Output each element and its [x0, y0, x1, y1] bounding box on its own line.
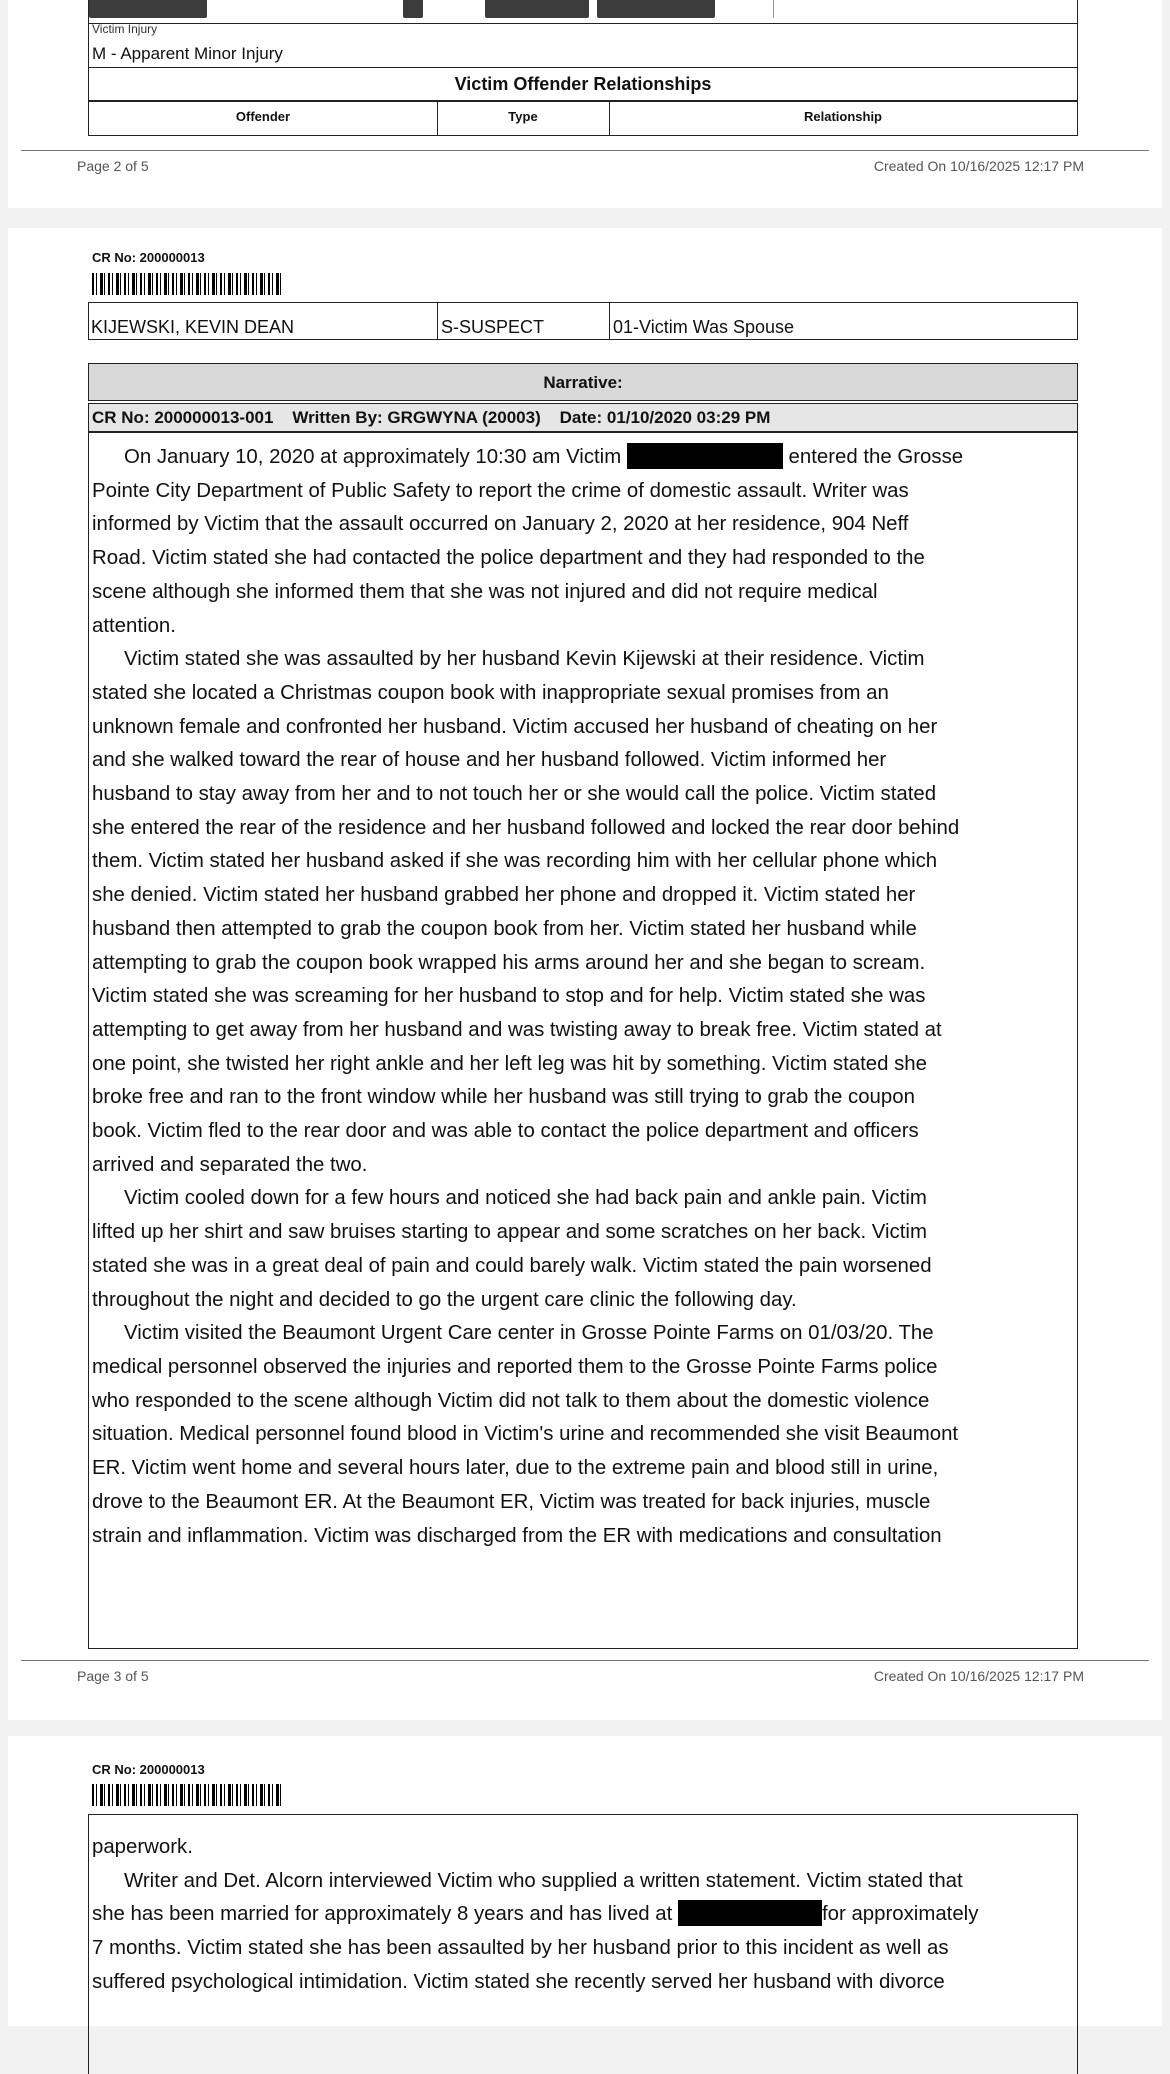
footer-created-on: Created On 10/16/2025 12:17 PM [873, 158, 1084, 174]
narrative-line: Writer and Det. Alcorn interviewed Victim who supplied a written statement. Victim stated that [124, 1869, 963, 1892]
victim-injury-label: Victim Injury [92, 22, 158, 36]
relationship-row [88, 302, 1078, 340]
redaction-block [403, 0, 423, 18]
cr-number: CR No: 200000013 [92, 1762, 205, 1777]
narrative-line: who responded to the scene although Victim did not talk to them about the domestic violence [92, 1389, 930, 1412]
narrative-line: 7 months. Victim stated she has been assaulted by her husband prior to this incident as well as [92, 1937, 949, 1960]
narrative-line: informed by Victim that the assault occurred on January 2, 2020 at her residence, 904 Neff [92, 513, 909, 536]
narrative-line: scene although she informed them that she was not injured and did not require medical [92, 580, 878, 603]
victim-injury-box [88, 0, 1078, 24]
narrative-line: suffered psychological intimidation. Victim stated she recently served her husband with divorce [92, 1970, 945, 1993]
narrative-line: one point, she twisted her right ankle and her left leg was hit by something. Victim stated she [92, 1052, 927, 1075]
narrative-line: Victim stated she was screaming for her husband to stop and for help. Victim stated she was [92, 985, 926, 1008]
narrative-line: them. Victim stated her husband asked if she was recording him with her cellular phone which [92, 850, 938, 873]
row-offender: KIJEWSKI, KEVIN DEAN [91, 317, 295, 337]
victim-injury-value-box [88, 22, 1078, 68]
narrative-body-continued [88, 1814, 1078, 2074]
narrative-line: Pointe City Department of Public Safety to report the crime of domestic assault. Writer was [92, 479, 909, 502]
narrative-line: paperwork. [92, 1836, 193, 1858]
narrative-header-bar [88, 403, 1078, 433]
narrative-header: CR No: 200000013-001 Written By: GRGWYNA (20003) Date: 01/10/2020 03:29 PM [92, 408, 771, 427]
narrative-line: Victim visited the Beaumont Urgent Care center in Grosse Pointe Farms on 01/03/20. The [124, 1322, 934, 1345]
narrative-line: book. Victim fled to the rear door and was able to contact the police department and officers [92, 1120, 919, 1143]
narrative-line: husband to stay away from her and to not touch her or she would call the police. Victim stated [92, 783, 937, 806]
narrative-line: she denied. Victim stated her husband grabbed her phone and dropped it. Victim stated her [92, 884, 916, 907]
narrative-line: attention. [92, 614, 176, 637]
narrative-line: On January 10, 2020 at approximately 10:30 am Victim entered the Grosse [92, 441, 963, 475]
report-page-4 [8, 1736, 1162, 2026]
redaction-block [89, 0, 207, 18]
column-type: Type [508, 109, 538, 124]
redaction-block [627, 443, 783, 469]
cell-divider [437, 303, 438, 339]
cell-divider [773, 0, 774, 18]
footer-page-number: Page 2 of 5 [77, 158, 149, 174]
narrative-title: Narrative: [543, 373, 623, 392]
narrative-line: strain and inflammation. Victim was discharged from the ER with medications and consultation [92, 1524, 942, 1547]
narrative-line: lifted up her shirt and saw bruises starting to appear and some scratches on her back. Victim [92, 1221, 927, 1244]
narrative-line: ER. Victim went home and several hours later, due to the extreme pain and blood still in urine, [92, 1457, 939, 1480]
footer-created-on: Created On 10/16/2025 12:17 PM [873, 1668, 1084, 1684]
narrative-line: Victim cooled down for a few hours and noticed she had back pain and ankle pain. Victim [124, 1187, 927, 1210]
narrative-line: situation. Medical personnel found blood in Victim's urine and recommended she visit Beaumont [92, 1423, 959, 1446]
narrative-line: stated she located a Christmas coupon book with inappropriate sexual promises from an [92, 681, 889, 704]
narrative-line: Road. Victim stated she had contacted the police department and they had responded to the [92, 547, 925, 570]
narrative-line: attempting to get away from her husband and was twisting away to break free. Victim stated at [92, 1018, 942, 1041]
narrative-line: unknown female and confronted her husband. Victim accused her husband of cheating on her [92, 715, 938, 738]
cell-divider [609, 303, 610, 339]
relationships-columns [88, 100, 1078, 136]
redaction-block [678, 1900, 822, 1926]
footer-rule [21, 1660, 1149, 1661]
column-relationship: Relationship [803, 109, 882, 124]
narrative-line: throughout the night and decided to go the urgent care clinic the following day. [92, 1288, 797, 1311]
cr-number: CR No: 200000013 [92, 250, 205, 265]
narrative-line: Victim stated she was assaulted by her husband Kevin Kijewski at their residence. Victim [124, 648, 925, 671]
narrative-line: stated she was in a great deal of pain and could barely walk. Victim stated the pain worsened [92, 1254, 932, 1277]
barcode [92, 1784, 282, 1806]
victim-injury-value: M - Apparent Minor Injury [92, 44, 283, 63]
narrative-title-bar [88, 363, 1078, 401]
report-page-3 [8, 228, 1162, 1720]
footer-page-number: Page 3 of 5 [77, 1668, 149, 1684]
narrative-line: broke free and ran to the front window while her husband was still trying to grab the coupon [92, 1086, 915, 1109]
relationships-header [88, 66, 1078, 102]
narrative-text [92, 441, 963, 1553]
footer-rule [21, 150, 1149, 151]
relationships-title: Victim Offender Relationships [454, 74, 712, 94]
column-offender: Offender [235, 109, 291, 124]
redaction-block [485, 0, 589, 18]
narrative-line: medical personnel observed the injuries and reported them to the Grosse Pointe Farms police [92, 1355, 938, 1378]
row-relationship: 01-Victim Was Spouse [613, 317, 795, 337]
redaction-block [597, 0, 715, 18]
narrative-line: arrived and separated the two. [92, 1153, 368, 1176]
narrative-line: attempting to grab the coupon book wrapped his arms around her and she began to scream. [92, 951, 926, 974]
narrative-body [88, 431, 1078, 1649]
narrative-line: she entered the rear of the residence and her husband followed and locked the rear door behind [92, 816, 960, 839]
narrative-line: she has been married for approximately 8 years and has lived at for approximately [92, 1898, 978, 1932]
narrative-line: drove to the Beaumont ER. At the Beaumont ER, Victim was treated for back injuries, muscle [92, 1490, 931, 1513]
narrative-line: husband then attempted to grab the coupon book from her. Victim stated her husband while [92, 917, 917, 940]
row-type: S-SUSPECT [441, 317, 545, 337]
barcode [92, 273, 282, 295]
narrative-line: and she walked toward the rear of house and her husband followed. Victim informed her [92, 749, 887, 772]
narrative-text [92, 1831, 978, 2000]
report-page-2 [8, 0, 1162, 208]
